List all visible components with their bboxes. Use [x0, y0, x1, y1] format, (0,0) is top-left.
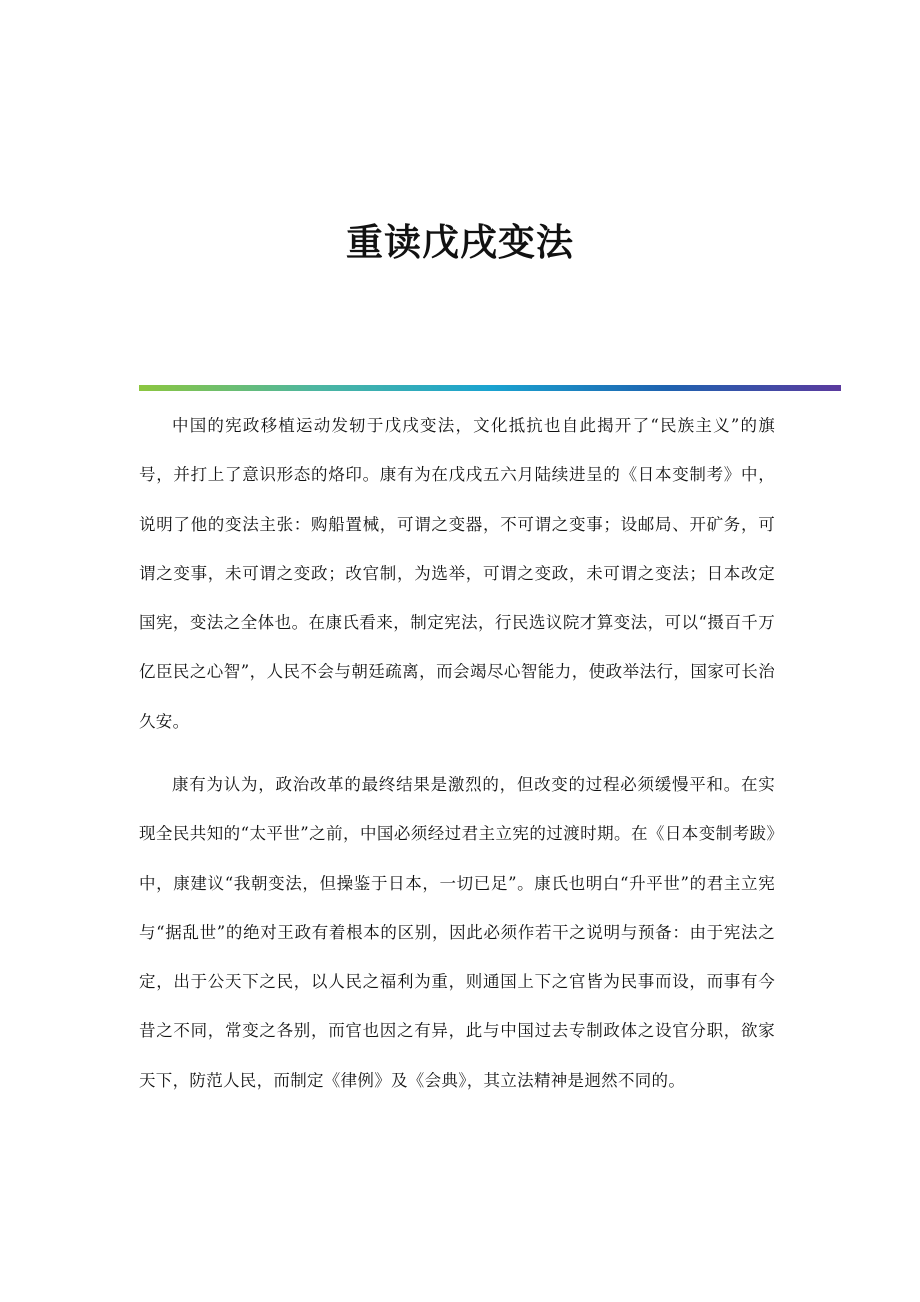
document-title: 重读戊戌变法: [346, 220, 574, 264]
title-divider: [139, 385, 841, 391]
body-paragraph-1: 中国的宪政移植运动发轫于戊戌变法，文化抵抗也自此揭开了“民族主义”的旗号，并打上了意识形态的烙印。康有为在戊戌五六月陆续进呈的《日本变制考》中，说明了他的变法主张：购船置械，可谓之变器，不可谓之变事；设邮局、开矿务，可谓之变事，未可谓之变政；改官制，为选举，可谓之变政，未可谓之变法；日本改定国宪，变法之全体也。在康氏看来，制定宪法，行民选议院才算变法，可以“摄百千万亿臣民之心智”，人民不会与朝廷疏离，而会竭尽心智能力，使政举法行，国家可长治久安。: [139, 416, 775, 731]
body-paragraph-2: 康有为认为，政治改革的最终结果是激烈的，但改变的过程必须缓慢平和。在实现全民共知的“太平世”之前，中国必须经过君主立宪的过渡时期。在《日本变制考跋》中，康建议“我朝变法，但操鉴于日本，一切已足”。康氏也明白“升平世”的君主立宪与“据乱世”的绝对王政有着根本的区别，因此必须作若干之说明与预备：由于宪法之定，出于公天下之民，以人民之福利为重，则通国上下之官皆为民事而设，而事有今昔之不同，常变之各别，而官也因之有异，此与中国过去专制政体之设官分职，欲家天下，防范人民，而制定《律例》及《会典》，其立法精神是迥然不同的。: [139, 775, 775, 1090]
